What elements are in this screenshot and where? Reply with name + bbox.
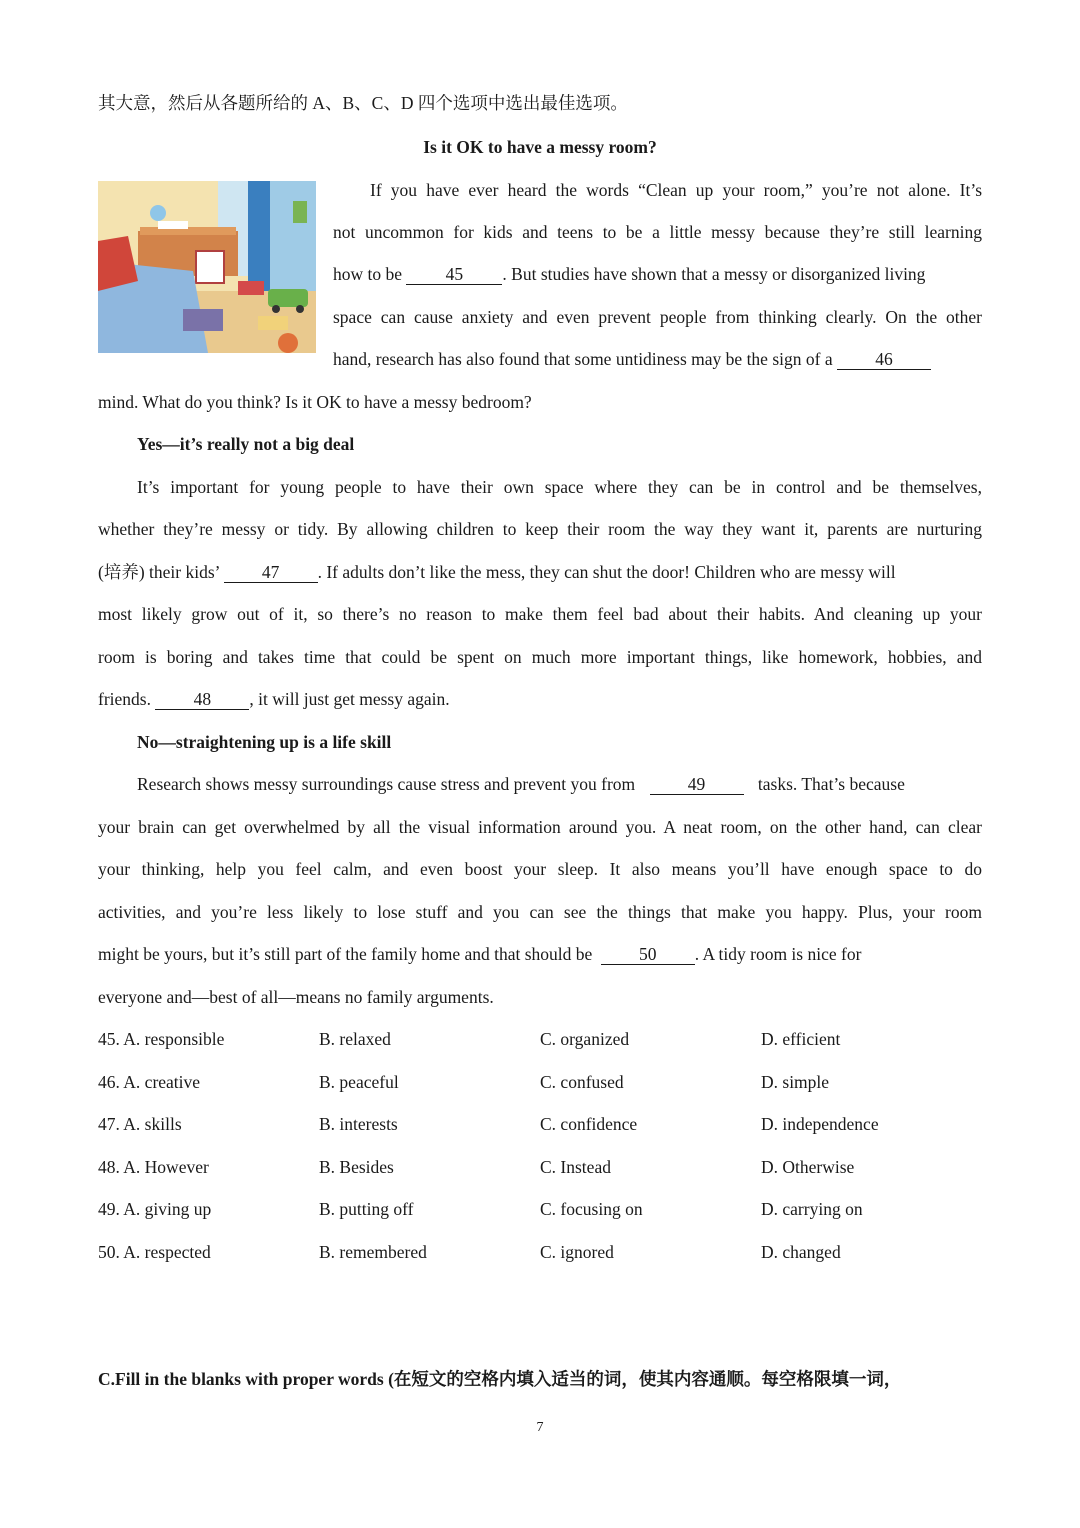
options-row-47 — [98, 1112, 982, 1136]
p2-line-3-start: (培养) their kids’ — [98, 562, 220, 582]
p1-line-3 — [333, 262, 982, 286]
option-a[interactable]: 46. A. creative — [98, 1072, 201, 1092]
option-b[interactable]: B. interests — [319, 1114, 398, 1134]
p2-line-1: It’s important for young people to have their own space where they can be in control and be themselves, — [137, 477, 982, 497]
p1-line-3-start: how to be — [333, 264, 403, 284]
option-d[interactable]: D. efficient — [761, 1029, 841, 1049]
options-row-45 — [98, 1027, 982, 1051]
p3-line-1 — [137, 772, 982, 796]
p1-line-2: not uncommon for kids and teens to be a little messy because they’re still learning — [333, 222, 982, 242]
options-row-50 — [98, 1240, 982, 1264]
option-b[interactable]: B. putting off — [319, 1199, 414, 1219]
blank-48[interactable]: 48 — [155, 689, 249, 710]
p1-line-5 — [333, 347, 982, 371]
option-c[interactable]: C. ignored — [540, 1242, 614, 1262]
passage-title: Is it OK to have a messy room? — [423, 137, 657, 157]
p3-line-1-start: Research shows messy surroundings cause stress and prevent you from — [137, 774, 636, 794]
options-row-48 — [98, 1155, 982, 1179]
option-d[interactable]: D. simple — [761, 1072, 830, 1092]
p2-line-6-start: friends. — [98, 689, 151, 709]
option-b[interactable]: B. remembered — [319, 1242, 427, 1262]
p2-line-5: room is boring and takes time that could be spent on much more important things, like homework, hobbies, and — [98, 647, 982, 667]
p3-line-5-start: might be yours, but it’s still part of the family home and that should be — [98, 944, 593, 964]
option-c[interactable]: C. focusing on — [540, 1199, 643, 1219]
blank-45[interactable]: 45 — [406, 264, 502, 285]
p2-line-3 — [98, 560, 982, 584]
p3-line-6: everyone and—best of all—means no family arguments. — [98, 987, 494, 1007]
option-a[interactable]: 50. A. respected — [98, 1242, 211, 1262]
p1-line-6: mind. What do you think? Is it OK to have a messy bedroom? — [98, 392, 532, 412]
options-row-46 — [98, 1070, 982, 1094]
option-a[interactable]: 48. A. However — [98, 1157, 209, 1177]
option-d[interactable]: D. changed — [761, 1242, 841, 1262]
p2-line-3-end: . If adults don’t like the mess, they can shut the door! Children who are messy will — [317, 562, 896, 582]
p3-line-5-end: . A tidy room is nice for — [694, 944, 862, 964]
p1-line-5-start: hand, research has also found that some untidiness may be the sign of a — [333, 349, 833, 369]
option-c[interactable]: C. confused — [540, 1072, 624, 1092]
p3-line-1-end: tasks. That’s because — [757, 774, 905, 794]
page-number: 7 — [536, 1420, 544, 1435]
p2-line-6-end: , it will just get messy again. — [249, 689, 450, 709]
option-c[interactable]: C. Instead — [540, 1157, 611, 1177]
option-d[interactable]: D. independence — [761, 1114, 879, 1134]
option-c[interactable]: C. organized — [540, 1029, 630, 1049]
option-a[interactable]: 45. A. responsible — [98, 1029, 225, 1049]
p2-line-4: most likely grow out of it, so there’s no reason to make them feel bad about their habits. And cleaning up your — [98, 604, 982, 624]
p1-line-4: space can cause anxiety and even prevent people from thinking clearly. On the other — [333, 307, 982, 327]
option-b[interactable]: B. relaxed — [319, 1029, 391, 1049]
option-d[interactable]: D. Otherwise — [761, 1157, 855, 1177]
messy-room-illustration — [98, 181, 316, 353]
option-b[interactable]: B. peaceful — [319, 1072, 399, 1092]
blank-50[interactable]: 50 — [601, 944, 695, 965]
p1-line-3-end: . But studies have shown that a messy or disorganized living — [502, 264, 926, 284]
section-c-heading: C.Fill in the blanks with proper words (在短文的空格内填入适当的词，使其内容通顺。每空格限填一词， — [98, 1369, 902, 1389]
options-row-49 — [98, 1197, 982, 1221]
intro-line: 其大意，然后从各题所给的 A、B、C、D 四个选项中选出最佳选项。 — [98, 93, 628, 113]
p1-line-1: If you have ever heard the words “Clean up your room,” you’re not alone. It’s — [370, 180, 982, 200]
option-a[interactable]: 47. A. skills — [98, 1114, 182, 1134]
option-c[interactable]: C. confidence — [540, 1114, 638, 1134]
blank-46[interactable]: 46 — [837, 349, 931, 370]
p3-line-5 — [98, 942, 982, 966]
p2-line-2: whether they’re messy or tidy. By allowing children to keep their room the way they want it, parents are nurturing — [98, 519, 982, 539]
heading-no: No—straightening up is a life skill — [137, 732, 392, 752]
blank-49[interactable]: 49 — [650, 774, 744, 795]
blank-47[interactable]: 47 — [224, 562, 318, 583]
p3-line-4: activities, and you’re less likely to lose stuff and you can see the things that make you happy. Plus, your room — [98, 902, 982, 922]
option-b[interactable]: B. Besides — [319, 1157, 394, 1177]
option-a[interactable]: 49. A. giving up — [98, 1199, 212, 1219]
p3-line-2: your brain can get overwhelmed by all the visual information around you. A neat room, on the other hand, can clear — [98, 817, 982, 837]
p2-line-6 — [98, 687, 982, 711]
option-d[interactable]: D. carrying on — [761, 1199, 863, 1219]
heading-yes: Yes—it’s really not a big deal — [137, 434, 355, 454]
p3-line-3: your thinking, help you feel calm, and even boost your sleep. It also means you’ll have enough space to do — [98, 859, 982, 879]
